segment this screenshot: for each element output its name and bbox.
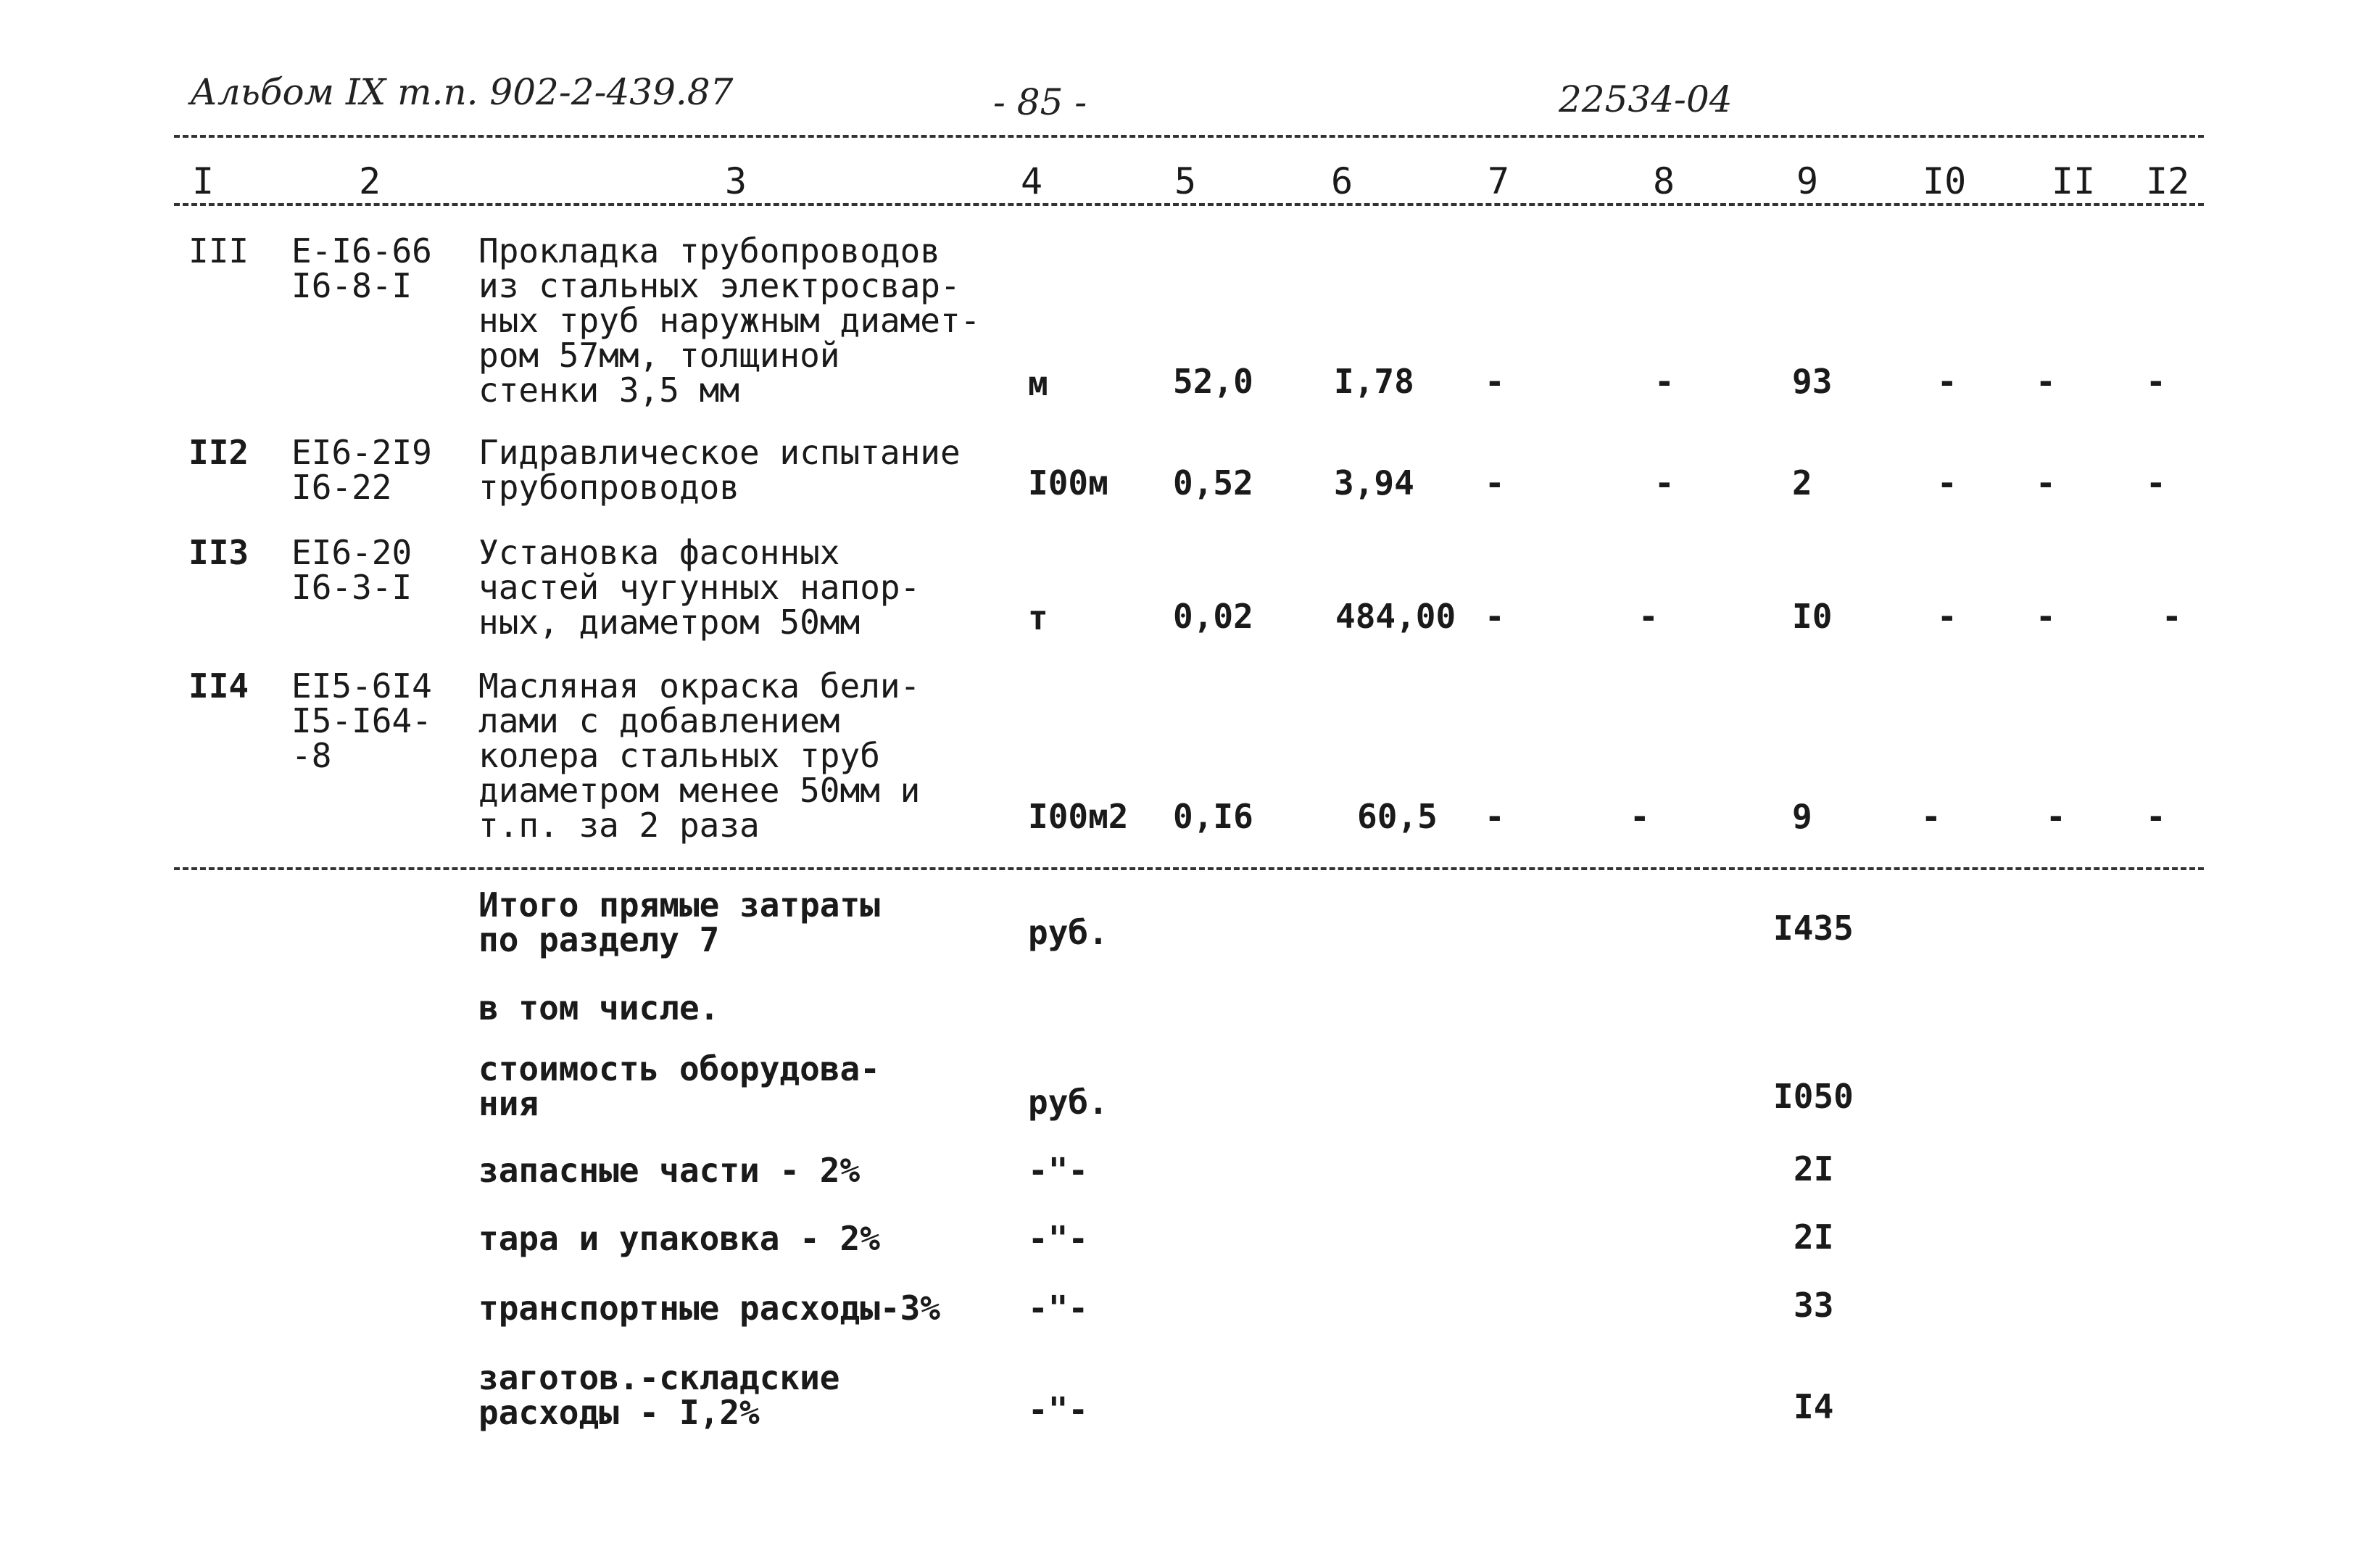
row-col12: - [2162, 597, 2182, 636]
column-number: 2 [359, 160, 381, 202]
summary-unit: -"- [1028, 1151, 1089, 1190]
summary-unit: -"- [1028, 1289, 1089, 1328]
row-code: ЕI5-6I4 I5-I64- -8 [291, 666, 432, 775]
row-quantity: 0,52 [1173, 463, 1253, 503]
row-unit: т [1028, 598, 1048, 637]
summary-label: тара и упаковка - 2% [478, 1219, 880, 1258]
row-col7: - [1485, 797, 1505, 836]
row-code: Е-I6-66 I6-8-I [291, 231, 432, 305]
row-total: I0 [1792, 597, 1833, 636]
column-number: II [2052, 160, 2096, 202]
row-col12: - [2146, 362, 2166, 401]
document-code: 22534-04 [1559, 78, 1733, 120]
row-unit-price: 60,5 [1357, 797, 1438, 836]
row-unit-price: 3,94 [1334, 463, 1414, 503]
row-unit: м [1028, 364, 1048, 403]
summary-value: I435 [1773, 909, 1854, 948]
row-col10: - [1937, 597, 1957, 636]
row-description: Гидравлическое испытание трубопроводов [478, 433, 961, 507]
row-col10: - [1921, 797, 1941, 836]
row-col11: - [2036, 597, 2056, 636]
column-number: 7 [1488, 160, 1510, 202]
row-col8: - [1654, 463, 1675, 503]
row-unit-price: I,78 [1334, 362, 1414, 401]
summary-label: в том числе. [478, 988, 720, 1027]
column-number: 4 [1021, 160, 1043, 202]
column-number: 5 [1174, 160, 1197, 202]
row-code: ЕI6-20 I6-3-I [291, 533, 412, 607]
row-code: ЕI6-2I9 I6-22 [291, 433, 432, 507]
row-number: II3 [188, 533, 249, 572]
summary-label: запасные части - 2% [478, 1151, 861, 1190]
page-number: - 85 - [993, 81, 1087, 123]
row-unit: I00м [1028, 463, 1108, 503]
summary-rule [174, 867, 2204, 870]
summary-value: I050 [1773, 1077, 1854, 1116]
row-number: II2 [188, 433, 249, 472]
column-number: 6 [1331, 160, 1353, 202]
row-unit-price: 484,00 [1335, 597, 1456, 636]
column-number: 3 [725, 160, 747, 202]
row-col11: - [2036, 463, 2056, 503]
column-number: I0 [1923, 160, 1967, 202]
summary-label: заготов.-складские расходы - I,2% [478, 1358, 840, 1432]
top-rule [174, 135, 2204, 138]
row-col7: - [1485, 463, 1505, 503]
row-col7: - [1485, 362, 1505, 401]
summary-value: I4 [1794, 1387, 1834, 1426]
summary-value: 2I [1794, 1217, 1834, 1257]
row-total: 9 [1792, 797, 1812, 836]
column-number: I [192, 160, 215, 202]
row-col11: - [2046, 797, 2066, 836]
row-quantity: 52,0 [1173, 362, 1253, 401]
row-col10: - [1937, 362, 1957, 401]
row-col12: - [2146, 463, 2166, 503]
row-col8: - [1638, 597, 1659, 636]
summary-label: стоимость оборудова- ния [478, 1049, 880, 1123]
column-header-rule [174, 203, 2204, 206]
summary-unit: руб. [1028, 1083, 1108, 1122]
row-col10: - [1937, 463, 1957, 503]
column-number: I2 [2146, 160, 2190, 202]
row-col8: - [1654, 362, 1675, 401]
row-description: Установка фасонных частей чугунных напор- ных, диаметром 50мм [478, 533, 921, 642]
row-quantity: 0,02 [1173, 597, 1253, 636]
summary-unit: -"- [1028, 1390, 1089, 1429]
column-number: 8 [1653, 160, 1675, 202]
row-total: 2 [1792, 463, 1812, 503]
column-number: 9 [1796, 160, 1819, 202]
summary-value: 33 [1794, 1286, 1834, 1325]
row-col12: - [2146, 797, 2166, 836]
album-reference: Альбом IX т.п. 902-2-439.87 [190, 71, 734, 113]
row-quantity: 0,I6 [1173, 797, 1253, 836]
row-description: Масляная окраска бели- лами с добавлением колера стальных труб диаметром менее 50мм и т.п. за 2 раза [478, 666, 921, 845]
row-number: III [188, 231, 249, 270]
summary-label: Итого прямые затраты по разделу 7 [478, 885, 880, 959]
row-col7: - [1485, 597, 1505, 636]
summary-unit: -"- [1028, 1219, 1089, 1258]
row-description: Прокладка трубопроводов из стальных электросвар- ных труб наружным диамет- ром 57мм, толщиной стенки 3,5 мм [478, 231, 981, 410]
row-col8: - [1630, 797, 1650, 836]
summary-value: 2I [1794, 1149, 1834, 1188]
summary-unit: руб. [1028, 913, 1108, 952]
row-total: 93 [1792, 362, 1833, 401]
row-col11: - [2036, 362, 2056, 401]
summary-label: транспортные расходы-3% [478, 1289, 940, 1328]
row-unit: I00м2 [1028, 797, 1129, 836]
row-number: II4 [188, 666, 249, 706]
